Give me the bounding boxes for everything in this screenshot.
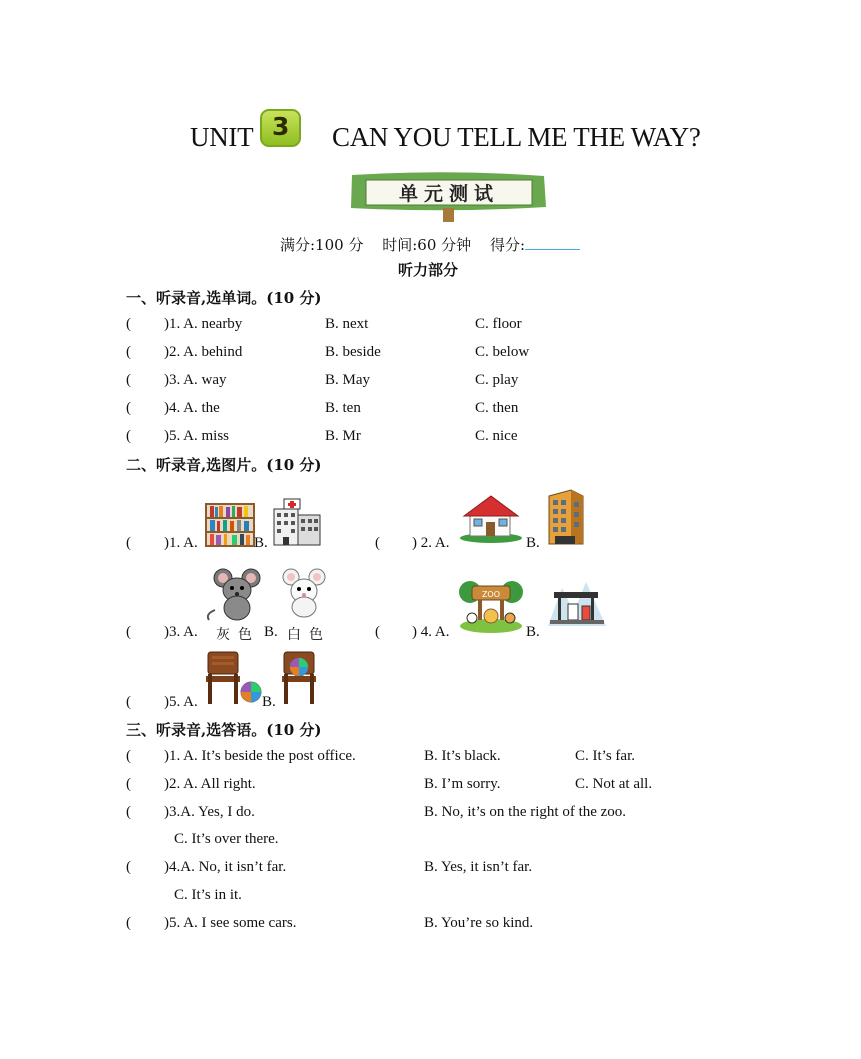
answer-paren[interactable]: ( — [126, 915, 131, 931]
option-c: C. below — [475, 344, 530, 360]
section-3-title: 三、听录音,选答语。(10 分) — [126, 721, 322, 739]
house-icon — [458, 492, 524, 544]
option-b: B. You’re so kind. — [424, 915, 534, 931]
option-a: )2. A. behind — [164, 344, 243, 360]
picture-option-a-label: )5. A. — [164, 694, 198, 710]
answer-paren[interactable]: ( — [126, 748, 131, 764]
section-2-title: 二、听录音,选图片。(10 分) — [126, 456, 322, 474]
bookshelf-icon — [204, 500, 256, 548]
score-blank[interactable] — [525, 235, 580, 250]
option-a: )4. A. the — [164, 400, 220, 416]
option-a: )1. A. nearby — [164, 316, 243, 332]
grey-text: 灰色 — [216, 627, 260, 643]
picture-option-b-label: B. — [526, 624, 540, 640]
answer-paren[interactable]: ( — [375, 535, 380, 551]
option-c: C. It’s in it. — [174, 887, 242, 903]
answer-paren[interactable]: ( — [126, 624, 131, 640]
answer-paren[interactable]: ( — [126, 694, 131, 710]
answer-paren[interactable]: ( — [126, 400, 131, 416]
score-info — [280, 234, 594, 255]
picture-option-a-label: ) 4. A. — [412, 624, 450, 640]
score-label: 得分: — [489, 236, 525, 254]
option-c: C. It’s over there. — [174, 831, 279, 847]
svg-text:ZOO: ZOO — [481, 590, 501, 599]
white-mouse-icon — [279, 567, 331, 619]
option-a: )4.A. No, it isn’t far. — [164, 859, 287, 875]
gas-station-icon — [546, 576, 612, 632]
answer-paren[interactable]: ( — [126, 316, 131, 332]
picture-option-b-label: B. — [254, 535, 268, 551]
answer-paren[interactable]: ( — [126, 859, 131, 875]
zoo-icon — [458, 572, 524, 634]
option-a: )5. A. miss — [164, 428, 230, 444]
option-c: C. play — [475, 372, 519, 388]
option-a: )3. A. way — [164, 372, 227, 388]
option-b: B. No, it’s on the right of the zoo. — [424, 804, 627, 820]
option-b: B. Yes, it isn’t far. — [424, 859, 533, 875]
option-a: )1. A. It’s beside the post office. — [164, 748, 356, 764]
unit-heading: CAN YOU TELL ME THE WAY? — [332, 122, 701, 152]
unit-word: UNIT — [190, 122, 254, 152]
option-b: B. I’m sorry. — [424, 776, 501, 792]
option-b: B. next — [325, 316, 369, 332]
answer-paren[interactable]: ( — [126, 776, 131, 792]
option-b: B. beside — [325, 344, 381, 360]
answer-paren[interactable]: ( — [126, 344, 131, 360]
picture-option-a-label: )3. A. — [164, 624, 198, 640]
option-c: C. It’s far. — [575, 748, 635, 764]
score-total: 满分:100 分 — [280, 236, 364, 254]
option-b: B. May — [325, 372, 370, 388]
picture-option-b-label: B. — [264, 624, 278, 640]
banner-text: 单元测试 — [398, 183, 500, 205]
option-a: )3.A. Yes, I do. — [164, 804, 255, 820]
option-c: C. then — [475, 400, 519, 416]
option-b: B. ten — [325, 400, 361, 416]
chair-with-ball-on-icon — [280, 650, 318, 706]
unit-test-banner — [348, 171, 548, 211]
option-a: )2. A. All right. — [164, 776, 256, 792]
option-b: B. Mr — [325, 428, 361, 444]
grey-mouse-icon — [203, 566, 267, 622]
picture-option-b-label: B. — [262, 694, 276, 710]
option-a: )5. A. I see some cars. — [164, 915, 297, 931]
white-text: 白色 — [287, 627, 331, 643]
answer-paren[interactable]: ( — [126, 535, 131, 551]
part-title: 听力部分 — [398, 261, 459, 279]
option-c: C. floor — [475, 316, 522, 332]
option-c: C. Not at all. — [575, 776, 653, 792]
chair-with-ball-beside-icon — [204, 650, 262, 706]
answer-paren[interactable]: ( — [126, 428, 131, 444]
white-label — [287, 624, 331, 644]
answer-paren[interactable]: ( — [375, 624, 380, 640]
unit-number-badge: 3 — [260, 109, 301, 147]
grey-label — [216, 624, 260, 644]
answer-paren[interactable]: ( — [126, 804, 131, 820]
answer-paren[interactable]: ( — [126, 372, 131, 388]
option-b: B. It’s black. — [424, 748, 501, 764]
section-1-title: 一、听录音,选单词。(10 分) — [126, 289, 322, 307]
office-building-icon — [545, 488, 587, 546]
hospital-building-icon — [270, 495, 324, 547]
option-c: C. nice — [475, 428, 518, 444]
picture-option-b-label: B. — [526, 535, 540, 551]
picture-option-a-label: )1. A. — [164, 535, 198, 551]
time-limit: 时间:60 分钟 — [382, 236, 472, 254]
picture-option-a-label: ) 2. A. — [412, 535, 450, 551]
